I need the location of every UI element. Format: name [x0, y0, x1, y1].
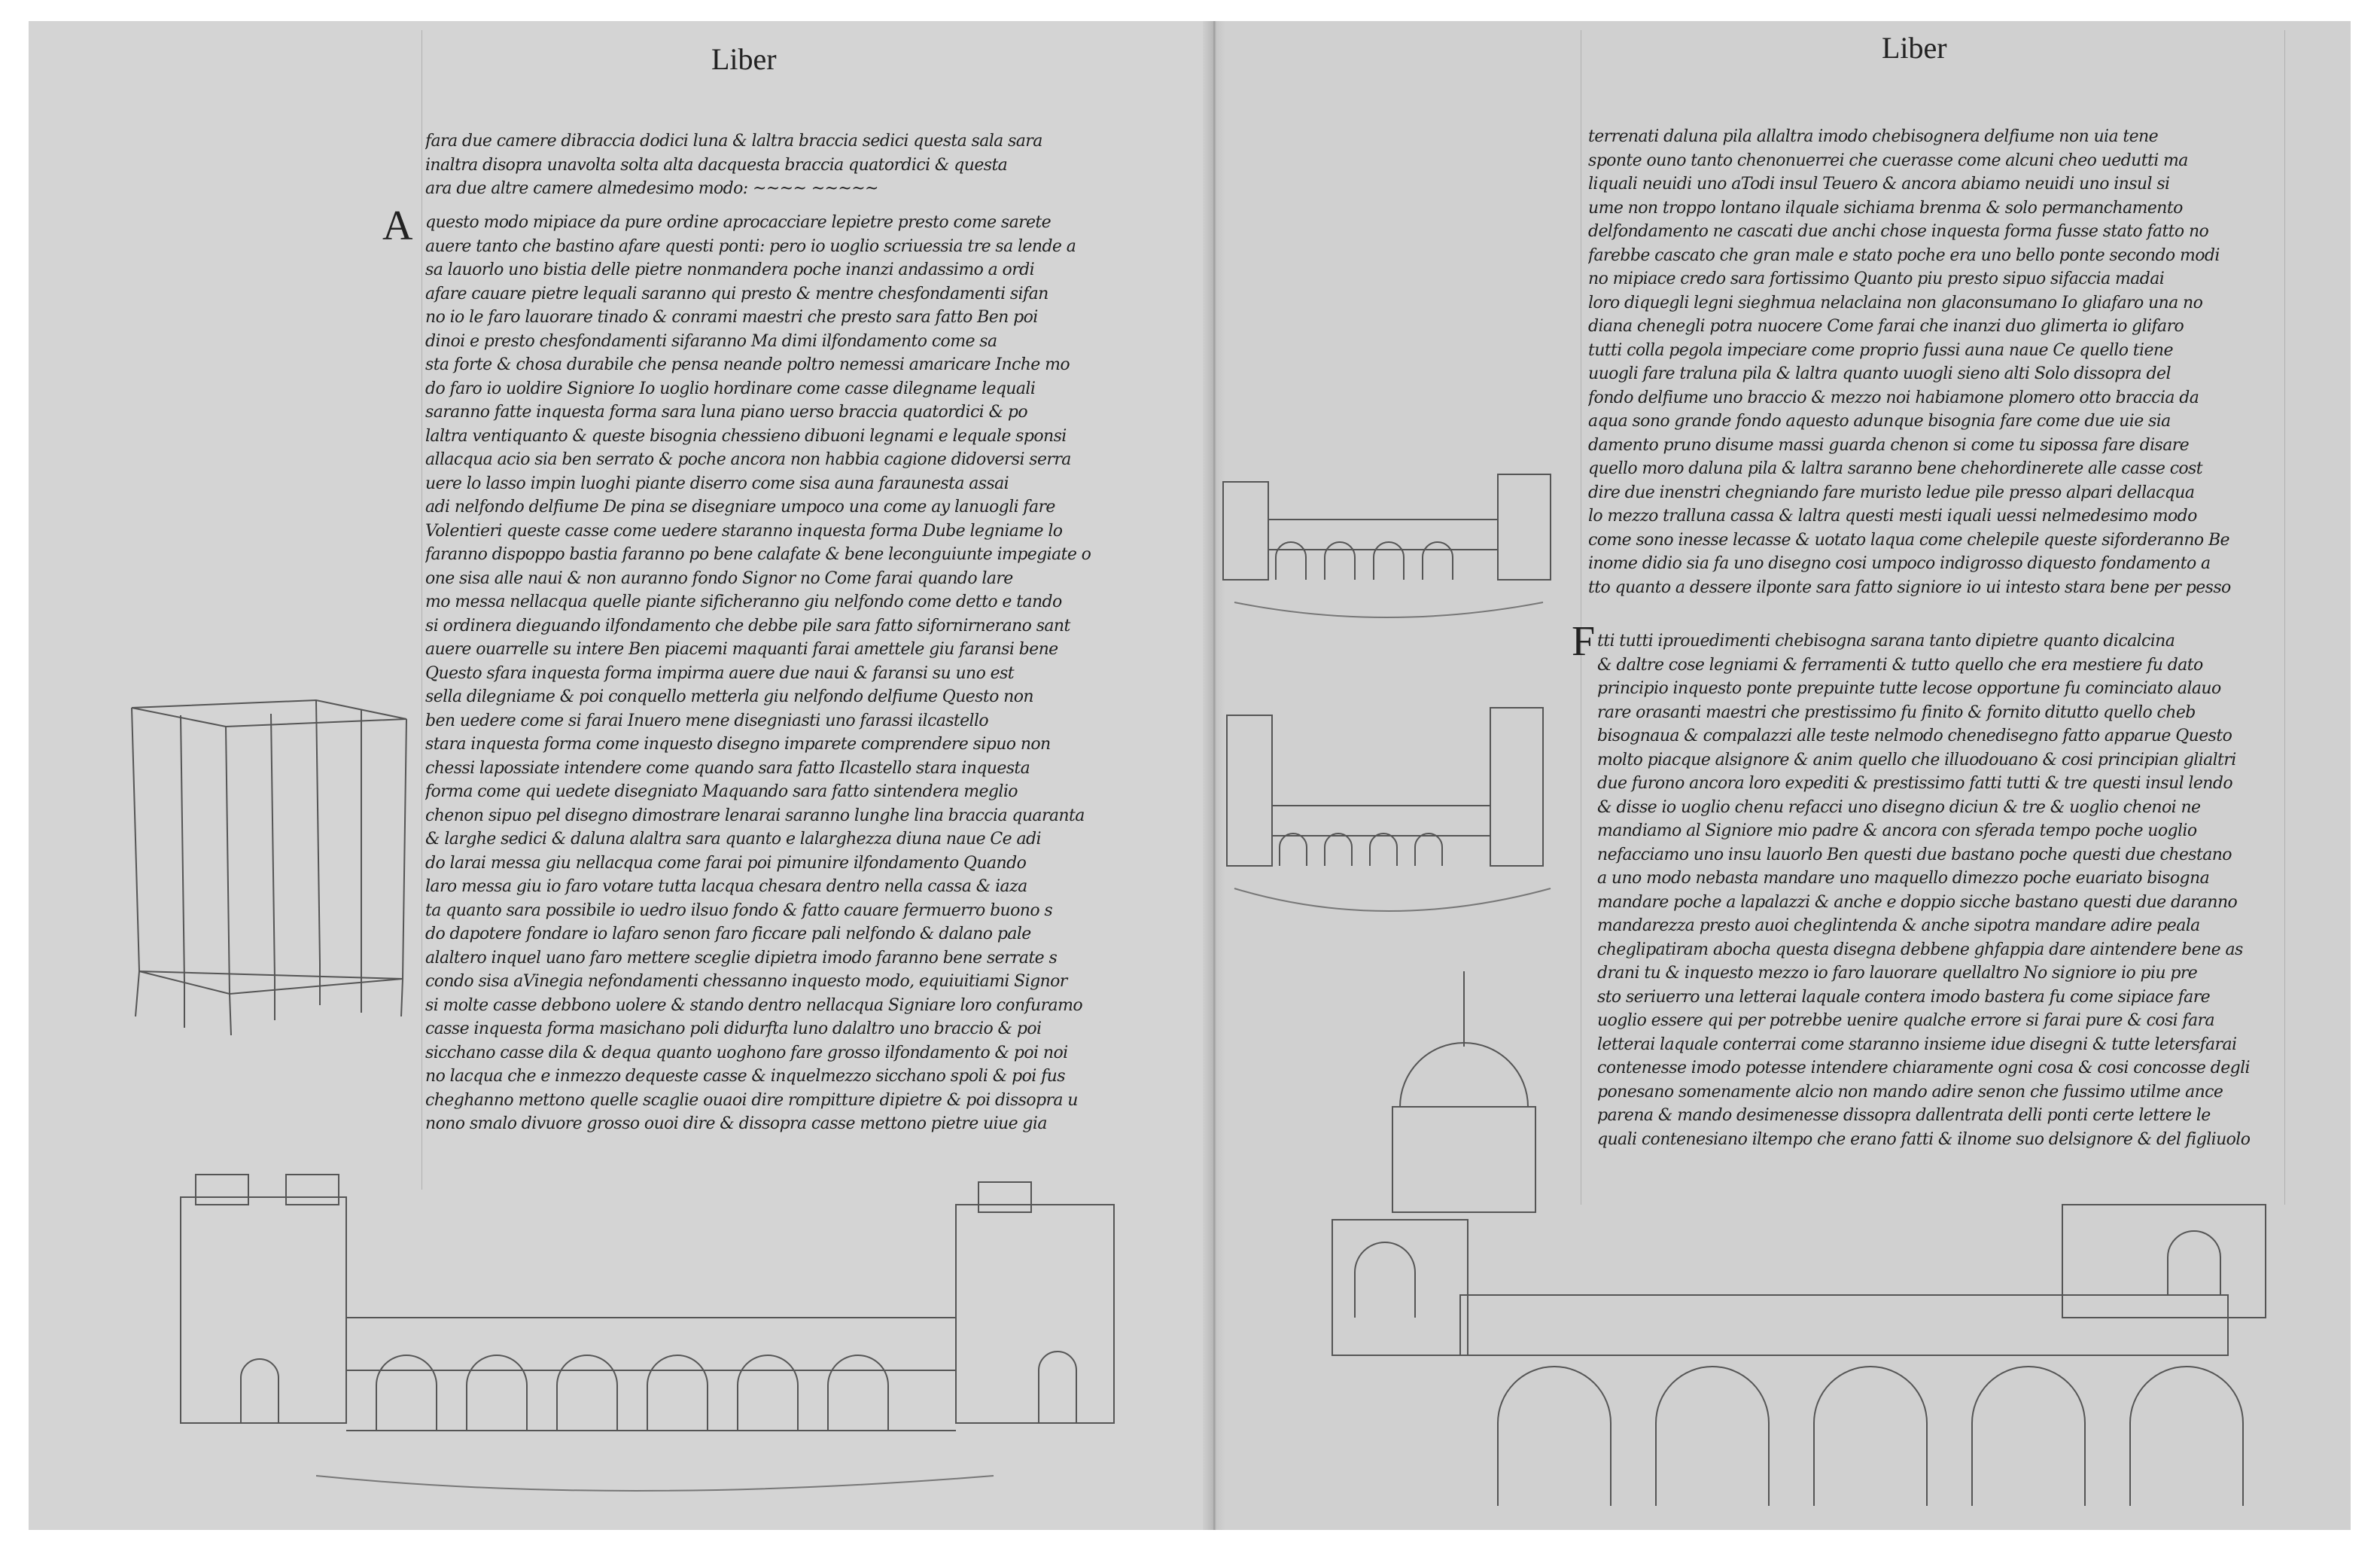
- caisson-drawing: [132, 700, 406, 1035]
- manuscript-line: chenon sipuo pel disegno dimostrare lenarai saranno lunghe lina braccia quaranta: [425, 806, 1085, 825]
- manuscript-line: si molte casse debbono uolere & stando dentro nellacqua Signiare loro confuramo: [425, 995, 1082, 1015]
- manuscript-line: nono smalo divuore grosso ouoi dire & dissopra casse mettono pietre uiue gia: [425, 1114, 1047, 1133]
- manuscript-line: uoglio essere qui per potrebbe uenire qualche errore si farai pure & cosi fara: [1597, 1011, 2214, 1030]
- manuscript-line: due furono ancora loro expediti & prestissimo fatti tutti & tre questi insul lendo: [1597, 774, 2232, 793]
- manuscript-line: come sono inesse lecasse & uotato laqua come chelepile queste siforderanno Be: [1588, 530, 2229, 550]
- manuscript-line: mo messa nellacqua quelle piante sificheranno giu nelfondo come detto e tando: [425, 593, 1062, 611]
- manuscript-line: fara due camere dibraccia dodici luna & laltra braccia sedici questa sala sara: [425, 132, 1042, 151]
- manuscript-line: principio inquesto ponte prepuinte tutte lecose opportune fu cominciato alauo: [1597, 679, 2221, 698]
- manuscript-line: casse inquesta forma masichano poli didurfta luno dalaltro uno braccio & poi: [425, 1019, 1042, 1038]
- manuscript-line: rare orasanti maestri che prestissimo fu finito & fornito ditutto quello cheb: [1597, 702, 2196, 722]
- manuscript-line: condo sisa aVinegia nefondamenti chessanno inquesto modo, equiuitiami Signor: [425, 972, 1067, 991]
- manuscript-line: sto seriuerro una letterai laquale contera imodo bastera fu come sipiace fare: [1597, 987, 2211, 1007]
- manuscript-line: inome didio sia fa uno disegno cosi umpoco indigrosso diquesto fondamento a: [1588, 554, 2211, 573]
- manuscript-line: laltra ventiquanto & queste bisognia chessieno dibuoni legnami e lequale sponsi: [425, 426, 1067, 446]
- manuscript-line: ara due altre camere almedesimo modo: ~~~~ ~~~~~: [425, 179, 878, 198]
- manuscript-line: aqua sono grande fondo aquesto adunque bisognia fare come due uie sia: [1588, 412, 2171, 431]
- domed-tower-bridge-drawing: [1332, 971, 2266, 1506]
- manuscript-line: liquali neuidi uno aTodi insul Teuero & ancora abiamo neuidi uno insul si: [1588, 175, 2170, 194]
- manuscript-line: stara inquesta forma come inquesto disegno imparete comprendere sipuo non: [425, 735, 1051, 754]
- manuscript-line: sa lauorlo uno bistia delle pietre nonmandera poche inanzi andassimo a ordi: [425, 261, 1035, 279]
- manuscript-line: auere tanto che bastino afare questi ponti: pero io uoglio scriuessia tre sa lende a: [425, 236, 1076, 256]
- manuscript-line: sponte ouno tanto chenonuerrei che cuerasse come alcuni cheo uedutti ma: [1588, 151, 2188, 170]
- manuscript-line: & larghe sedici & daluna alaltra sara quanto e lalarghezza diuna naue Ce adi: [425, 830, 1041, 849]
- manuscript-line: dire due inenstri chegniando fare muristo ledue pile presso alpari dellacqua: [1588, 483, 2195, 502]
- manuscript-line: cheghanno mettono quelle scaglie ouaoi dire rompitture dipietre & poi dissopra u: [425, 1090, 1078, 1110]
- left-initial-letter: A: [382, 203, 413, 249]
- manuscript-line: diana chenegli potra nuocere Come farai che inanzi duo glimerta io glifaro: [1588, 317, 2184, 336]
- manuscript-line: contenesse imodo potesse intendere chiaramente ogni cosa & cosi concosse degli: [1597, 1059, 2250, 1077]
- manuscript-line: Volentieri queste casse come uedere staranno inquesta forma Dube legniame lo: [425, 521, 1063, 541]
- manuscript-line: sta forte & chosa durabile che pensa neande poltro nemessi amaricare Inche mo: [425, 355, 1070, 374]
- manuscript-line: quello moro daluna pila & laltra saranno bene chehordinerete alle casse cost: [1588, 459, 2202, 478]
- manuscript-line: chessi lapossiate intendere come quando sara fatto Ilcastello stara inquesta: [425, 758, 1030, 778]
- manuscript-line: one sisa alle naui & non auranno fondo Signor no Come farai quando lare: [425, 568, 1013, 588]
- manuscript-line: no io le faro lauorare tinado & conrami maestri che presto sara fatto Ben poi: [425, 308, 1038, 327]
- bridge-with-towers-drawing: [1227, 708, 1551, 911]
- manuscript-line: dinoi e presto chesfondamenti sifaranno Ma dimi ilfondamento come sa: [425, 331, 997, 351]
- manuscript-line: Questo sfara inquesta forma impirma auere due naui & faransi su uno est: [425, 663, 1014, 683]
- manuscript-line: do larai messa giu nellacqua come farai poi pimunire ilfondamento Quando: [425, 853, 1027, 873]
- manuscript-line: auere ouarrelle su intere Ben piacemi maquanti farai amettele giu faransi bene: [425, 640, 1058, 659]
- manuscript-line: sicchano casse dila & dequa quanto uoghono fare grosso ilfondamento & poi noi: [425, 1043, 1068, 1062]
- manuscript-line: drani tu & inquesto mezzo io faro lauorare quellaltro No signiore io piu pre: [1597, 964, 2198, 983]
- manuscript-line: do dapotere fondare io lafaro senon faro ficcare pali nelfondo & dalano pale: [425, 925, 1031, 943]
- manuscript-line: damento pruno disume massi guarda chenon si come tu sipossa fare disare: [1588, 435, 2190, 455]
- manuscript-line: adi nelfondo delfiume De pina se disegniare umpoco una come ay lanuogli fare: [425, 498, 1055, 517]
- right-initial-letter: F: [1572, 618, 1596, 665]
- manuscript-line: alaltero inquel uano faro mettere sceglie dipietra imodo faranno bene serrate s: [425, 948, 1058, 968]
- manuscript-line: faranno dispoppo bastia faranno po bene calafate & bene leconguiunte impegiate o: [425, 545, 1091, 564]
- manuscript-line: no mipiace credo sara fortissimo Quanto piu presto sipuo sifaccia madai: [1588, 270, 2165, 288]
- manuscript-line: nefacciamo uno insu lauorlo Ben questi due bastano poche questi due chestano: [1597, 845, 2232, 864]
- manuscript-line: mandiamo al Signiore mio padre & ancora con sferada tempo poche uoglio: [1597, 821, 2197, 840]
- manuscript-line: do faro io uoldire Signiore Io uoglio hordinare come casse dilegname lequali: [425, 379, 1036, 398]
- manuscript-line: si ordinera dieguando ilfondamento che debbe pile sara fatto sifornirnerano sant: [425, 616, 1070, 635]
- manuscript-line: parena & mando desimenesse dissopra dallentrata delli ponti certe lettere le: [1597, 1106, 2211, 1125]
- manuscript-line: ponesano somenamente alcio non mando adire senon che fussimo utilme ance: [1597, 1082, 2223, 1102]
- manuscript-line: ben uedere come si farai Inuero mene disegniasti uno farassi ilcastello: [425, 711, 989, 730]
- manuscript-line: mandarezza presto auoi cheglintenda & anche sipotra mandare adire peala: [1597, 916, 2200, 935]
- manuscript-line: ta quanto sara possibile io uedro ilsuo fondo & fatto cauare fermuerro buono s: [425, 901, 1053, 920]
- manuscript-line: afare cauare pietre lequali saranno qui presto & mentre chesfondamenti sifan: [425, 284, 1048, 303]
- manuscript-line: & disse io uoglio chenu refacci uno disegno diciun & tre & uoglio chenoi ne: [1597, 797, 2201, 817]
- right-page-header: Liber: [1882, 31, 1947, 65]
- manuscript-line: terrenati daluna pila allaltra imodo chebisognera delfiume non uia tene: [1588, 127, 2159, 146]
- manuscript-line: ume non troppo lontano ilquale sichiama brenma & solo permanchamento: [1588, 198, 2183, 218]
- manuscript-line: uuogli fare traluna pila & laltra quanto uuogli sieno alti Solo dissopra del: [1588, 364, 2171, 383]
- manuscript-line: tto quanto a dessere ilponte sara fatto signiore io ui intesto stara bene per pesso: [1588, 577, 2231, 597]
- manuscript-line: laro messa giu io faro votare tutta lacqua chesara dentro nella cassa & iaza: [425, 877, 1027, 896]
- manuscript-line: questo modo mipiace da pure ordine aprocacciare lepietre presto come sarete: [425, 213, 1052, 232]
- manuscript-line: loro diquegli legni sieghmua nelaclaina non glaconsumano Io gliafaro una no: [1588, 293, 2203, 312]
- manuscript-line: lo mezzo tralluna cassa & laltra questi mesti iquali uessi nelmedesimo modo: [1588, 507, 2197, 526]
- manuscript-line: farebbe cascato che gran male e stato poche era uno bello ponte secondo modi: [1588, 245, 2220, 265]
- manuscript-line: uere lo lasso impin luoghi piante diserro come sisa auna faraunesta assai: [425, 474, 1009, 493]
- manuscript-line: no lacqua che e inmezzo dequeste casse & inquelmezzo sicchano spoli & poi fus: [425, 1067, 1065, 1086]
- manuscript-line: delfondamento ne cascati due anchi chose inquesta forma fusse stato fatto no: [1588, 222, 2209, 241]
- manuscript-line: quali contenesiano iltempo che erano fatti & ilnome suo delsignore & del figliuolo: [1597, 1129, 2251, 1149]
- manuscript-line: & daltre cose legniami & ferramenti & tutto quello che era mestiere fu dato: [1597, 655, 2203, 675]
- bridge-drawing-right-small: [1223, 474, 1551, 617]
- manuscript-line: cheglipatiram abocha questa disegna debbene ghfappia dare aintendere bene as: [1597, 940, 2243, 959]
- manuscript-line: tutti colla pegola impeciare come proprio fussi auna naue Ce quello tiene: [1588, 340, 2173, 360]
- manuscript-line: inaltra disopra unavolta solta alta dacquesta braccia quatordici & questa: [425, 155, 1008, 175]
- manuscript-line: saranno fatte inquesta forma sara luna piano uerso braccia quatordici & po: [425, 403, 1028, 422]
- bridge-with-palaces-left: [181, 1175, 1114, 1491]
- manuscript-line: molto piacque alsignore & anim quello che illuodouano & cosi principian glialtri: [1597, 750, 2236, 769]
- left-page-header: Liber: [711, 42, 777, 76]
- manuscript-line: a uno modo nebasta mandare uno maquello dimezzo poche euariato bisogna: [1597, 869, 2210, 888]
- manuscript-line: tti tutti iprouedimenti chebisogna sarana tanto dipietre quanto dicalcina: [1597, 632, 2175, 651]
- manuscript-line: fondo delfiume uno braccio & mezzo noi habiamone plomero otto braccia da: [1588, 388, 2199, 407]
- manuscript-line: forma come qui uedete disegniato Maquando sara fatto sintendera meglio: [425, 782, 1018, 801]
- manuscript-line: sella dilegniame & poi conquello metterla giu nelfondo delfiume Questo non: [425, 687, 1033, 706]
- manuscript-line: bisognaua & compalazzi alle teste nelmodo chenedisegno fatto apparue Questo: [1597, 727, 2232, 745]
- manuscript-line: letterai laquale conterrai come staranno insieme idue disegni & tutte letersfarai: [1597, 1035, 2237, 1054]
- manuscript-line: mandare poche a lapalazzi & anche e doppio sicche bastano questi due daranno: [1597, 892, 2238, 912]
- manuscript-line: allacqua acio sia ben serrato & poche ancora non habbia cagione didoversi serra: [425, 450, 1071, 469]
